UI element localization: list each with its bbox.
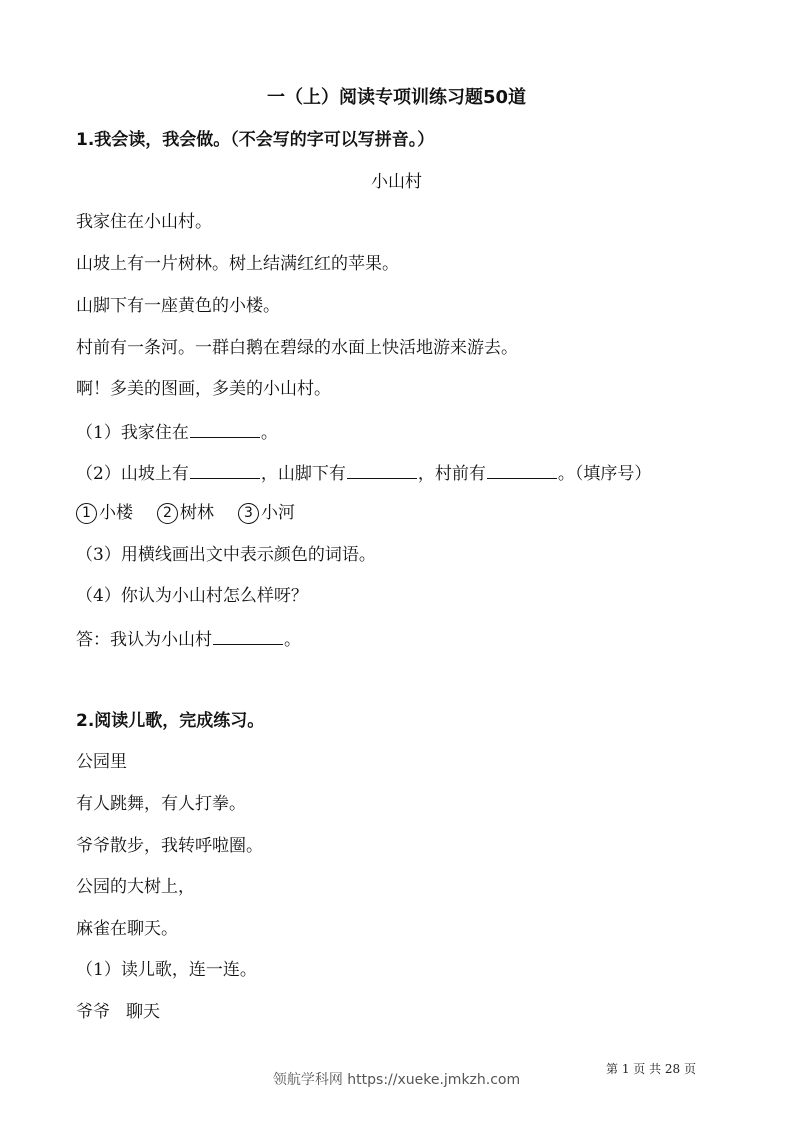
answer-prefix: 答：我认为小山村 (76, 630, 212, 650)
sub-question-4: （4）你认为小山村怎么样呀？ (76, 586, 308, 606)
passage-line-4: 村前有一条河。一群白鹅在碧绿的水面上快活地游来游去。 (76, 338, 518, 358)
poem-line-4: 公园的大树上， (76, 877, 195, 897)
sub-question-2 (76, 460, 651, 486)
answer-blank[interactable] (213, 626, 283, 645)
circled-number-icon: 3 (238, 503, 259, 524)
q2-sub-question-1: （1）读儿歌，连一连。 (76, 960, 257, 980)
sub-question-3: （3）用横线画出文中表示颜色的词语。 (76, 545, 376, 565)
option-item (238, 501, 295, 525)
sub-question-2-part-b: ，山脚下有 (260, 464, 346, 484)
sub-question-2-part-c: ，村前有 (417, 464, 486, 484)
option-text: 树林 (180, 503, 214, 523)
poem-line-1: 公园里 (76, 752, 127, 772)
option-text: 小楼 (99, 503, 133, 523)
sub-question-1-end: 。 (260, 423, 278, 443)
option-item (76, 501, 133, 525)
poem-line-5: 麻雀在聊天。 (76, 919, 178, 939)
sub-question-1-text: （1）我家住在 (76, 423, 189, 443)
document-title: 一（上）阅读专项训练习题50道 (266, 87, 527, 108)
options-row (76, 501, 319, 525)
circled-number-icon: 2 (157, 503, 178, 524)
answer-end: 。 (284, 630, 301, 650)
match-right-item[interactable]: 聊天 (126, 1002, 160, 1022)
passage-line-2: 山坡上有一片树林。树上结满红红的苹果。 (76, 254, 399, 274)
answer-blank[interactable] (190, 460, 260, 479)
question-2-heading: 2.阅读儿歌，完成练习。 (76, 711, 265, 731)
answer-line (76, 626, 301, 652)
matching-row (76, 1000, 160, 1024)
option-item (157, 501, 214, 525)
answer-blank[interactable] (487, 460, 557, 479)
passage-title: 小山村 (371, 172, 422, 192)
footer-watermark: 领航学科网 https://xueke.jmkzh.com (272, 1072, 521, 1088)
poem-line-2: 有人跳舞，有人打拳。 (76, 794, 246, 814)
answer-blank[interactable] (347, 460, 417, 479)
circled-number-icon: 1 (76, 503, 97, 524)
sub-question-2-part-a: （2）山坡上有 (76, 464, 189, 484)
page-number: 第 1 页 共 28 页 (606, 1062, 696, 1076)
match-left-item[interactable]: 爷爷 (76, 1002, 110, 1022)
question-1-heading: 1.我会读，我会做。（不会写的字可以写拼音。） (76, 130, 435, 150)
answer-blank[interactable] (190, 419, 260, 438)
sub-question-2-part-d: 。（填序号） (557, 464, 652, 484)
passage-line-5: 啊！多美的图画，多美的小山村。 (76, 379, 331, 399)
poem-line-3: 爷爷散步，我转呼啦圈。 (76, 836, 263, 856)
sub-question-1 (76, 419, 278, 445)
passage-line-3: 山脚下有一座黄色的小楼。 (76, 296, 280, 316)
option-text: 小河 (261, 503, 295, 523)
passage-line-1: 我家住在小山村。 (76, 212, 212, 232)
